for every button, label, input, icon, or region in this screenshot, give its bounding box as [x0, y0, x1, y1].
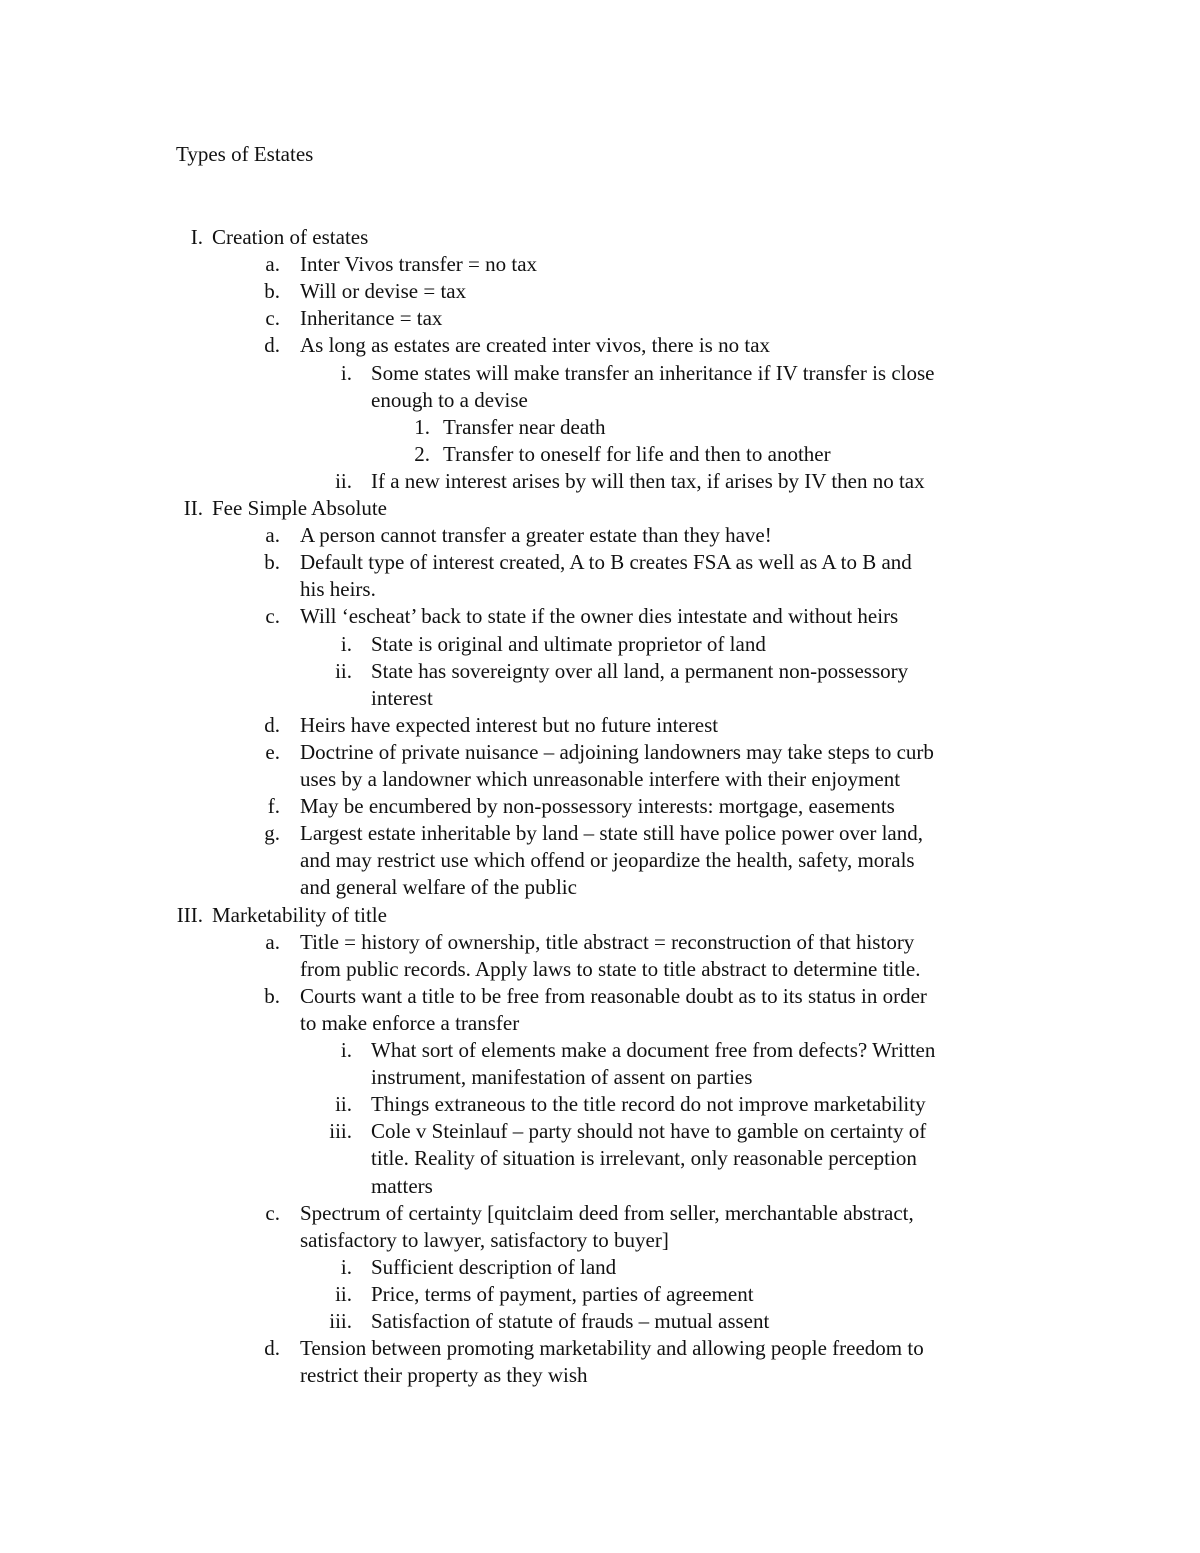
outline-marker: i. — [340, 1254, 352, 1279]
outline-marker: ii. — [335, 658, 352, 683]
outline-marker: d. — [264, 712, 280, 737]
outline-text: to make enforce a transfer — [300, 1010, 520, 1035]
outline-line — [0, 847, 1200, 874]
outline-text: May be encumbered by non-possessory interests: mortgage, easements — [300, 794, 895, 819]
outline-line — [0, 1227, 1200, 1254]
outline-marker: 1. — [414, 414, 430, 439]
outline-line — [0, 1010, 1200, 1037]
outline-marker: i. — [340, 360, 352, 385]
document-title: Types of Estates — [176, 142, 314, 166]
outline-text: Sufficient description of land — [371, 1254, 617, 1279]
outline-marker: b. — [264, 550, 280, 575]
outline-text: Tension between promoting marketability and allowing people freedom to — [300, 1336, 924, 1361]
outline-text: Creation of estates — [212, 225, 369, 249]
outline-line — [0, 820, 1200, 847]
outline-line — [0, 387, 1200, 414]
outline-text: Doctrine of private nuisance – adjoining landowners may take steps to curb — [300, 739, 934, 764]
outline-text: Transfer near death — [443, 414, 606, 439]
outline-marker: c. — [265, 306, 280, 331]
outline-line — [0, 495, 1200, 522]
outline-line — [0, 332, 1200, 359]
outline-line — [0, 631, 1200, 658]
outline-line — [0, 224, 1200, 251]
outline-line — [0, 549, 1200, 576]
outline-line — [0, 874, 1200, 901]
outline-text: Fee Simple Absolute — [212, 496, 387, 520]
outline-line — [0, 1308, 1200, 1335]
outline-line — [0, 1037, 1200, 1064]
outline-text: and general welfare of the public — [300, 875, 577, 900]
outline-text: and may restrict use which offend or jeopardize the health, safety, morals — [300, 848, 915, 873]
outline-line — [0, 793, 1200, 820]
outline-text: title. Reality of situation is irrelevant, only reasonable perception — [371, 1146, 917, 1171]
outline-text: Cole v Steinlauf – party should not have to gamble on certainty of — [371, 1119, 927, 1144]
outline-line — [0, 1145, 1200, 1172]
outline-text: his heirs. — [300, 577, 376, 602]
outline-line — [0, 956, 1200, 983]
outline-text: interest — [371, 685, 433, 710]
outline-text: Some states will make transfer an inheritance if IV transfer is close — [371, 360, 935, 385]
outline-text: Inheritance = tax — [300, 306, 443, 331]
outline-text: Will or devise = tax — [300, 279, 467, 304]
outline-marker: a. — [265, 523, 280, 548]
outline-marker: ii. — [335, 468, 352, 493]
outline-text: If a new interest arises by will then tax, if arises by IV then no tax — [371, 468, 925, 493]
outline-marker: iii. — [329, 1309, 352, 1333]
outline-marker: ii. — [335, 1092, 352, 1117]
outline-text: enough to a devise — [371, 387, 528, 412]
outline-line — [0, 305, 1200, 332]
outline-text: satisfactory to lawyer, satisfactory to buyer] — [300, 1227, 669, 1252]
outline-marker: e. — [265, 739, 280, 764]
outline-text: Heirs have expected interest but no future interest — [300, 712, 719, 737]
outline-marker: a. — [265, 929, 280, 954]
outline-line — [0, 360, 1200, 387]
outline-marker: c. — [265, 1200, 280, 1225]
outline-text: A person cannot transfer a greater estate than they have! — [300, 523, 772, 548]
outline-marker: b. — [264, 983, 280, 1008]
outline-line — [0, 929, 1200, 956]
outline-line — [0, 712, 1200, 739]
outline-text: Satisfaction of statute of frauds – mutual assent — [371, 1309, 770, 1333]
outline-line — [0, 441, 1200, 468]
outline-text: Largest estate inheritable by land – state still have police power over land, — [300, 821, 923, 846]
outline-line — [0, 1064, 1200, 1091]
outline-marker: III. — [176, 902, 203, 927]
outline-line — [0, 1335, 1200, 1362]
outline-text: State has sovereignty over all land, a permanent non-possessory — [371, 658, 909, 683]
outline-text: Transfer to oneself for life and then to another — [443, 441, 831, 466]
outline-line — [0, 468, 1200, 495]
outline-text: instrument, manifestation of assent on parties — [371, 1065, 753, 1090]
outline-marker: b. — [264, 279, 280, 304]
outline-line — [0, 983, 1200, 1010]
outline-line — [0, 1200, 1200, 1227]
outline-line — [0, 658, 1200, 685]
outline-marker: i. — [340, 631, 352, 656]
outline-text: Things extraneous to the title record do not improve marketability — [371, 1092, 926, 1117]
outline-text: What sort of elements make a document free from defects? Written — [371, 1038, 936, 1062]
outline-line — [0, 1173, 1200, 1200]
outline-line — [0, 1281, 1200, 1308]
outline-marker: ii. — [335, 1281, 352, 1306]
outline-text: Will ‘escheat’ back to state if the owner dies intestate and without heirs — [300, 604, 899, 629]
outline-line — [0, 251, 1200, 278]
outline-marker: iii. — [329, 1119, 352, 1144]
outline-line — [0, 902, 1200, 929]
outline-text: from public records. Apply laws to state to title abstract to determine title. — [300, 956, 921, 981]
outline-text: Marketability of title — [212, 902, 387, 927]
outline-line — [0, 1254, 1200, 1281]
outline-text: Default type of interest created, A to B creates FSA as well as A to B and — [300, 550, 912, 575]
outline-text: Price, terms of payment, parties of agreement — [371, 1281, 754, 1306]
outline-line — [0, 522, 1200, 549]
outline-text: State is original and ultimate proprietor of land — [371, 631, 766, 656]
outline-marker: I. — [190, 225, 203, 249]
outline-marker: i. — [340, 1038, 352, 1062]
outline-line — [0, 414, 1200, 441]
outline-text: restrict their property as they wish — [300, 1363, 588, 1388]
outline-line — [0, 603, 1200, 630]
outline-text: Courts want a title to be free from reasonable doubt as to its status in order — [300, 983, 927, 1008]
outline-marker: d. — [264, 333, 280, 358]
outline-line — [0, 739, 1200, 766]
outline-marker: c. — [265, 604, 280, 629]
outline-line — [0, 1091, 1200, 1118]
outline-text: matters — [371, 1173, 433, 1198]
outline-marker: 2. — [414, 441, 430, 466]
outline-line — [0, 1118, 1200, 1145]
outline-text: Title = history of ownership, title abstract = reconstruction of that history — [300, 929, 915, 954]
outline-text: As long as estates are created inter vivos, there is no tax — [300, 333, 771, 358]
outline-marker: f. — [267, 794, 280, 819]
outline-marker: a. — [265, 252, 280, 277]
outline-line — [0, 766, 1200, 793]
outline-text: Inter Vivos transfer = no tax — [300, 252, 538, 277]
outline-line — [0, 278, 1200, 305]
outline-marker: g. — [264, 821, 280, 846]
outline-marker: d. — [264, 1336, 280, 1361]
outline-text: Spectrum of certainty [quitclaim deed from seller, merchantable abstract, — [300, 1200, 914, 1225]
outline-line — [0, 1362, 1200, 1389]
outline-line — [0, 685, 1200, 712]
outline-line — [0, 576, 1200, 603]
outline-marker: II. — [183, 496, 203, 520]
outline-text: uses by a landowner which unreasonable interfere with their enjoyment — [300, 767, 901, 791]
